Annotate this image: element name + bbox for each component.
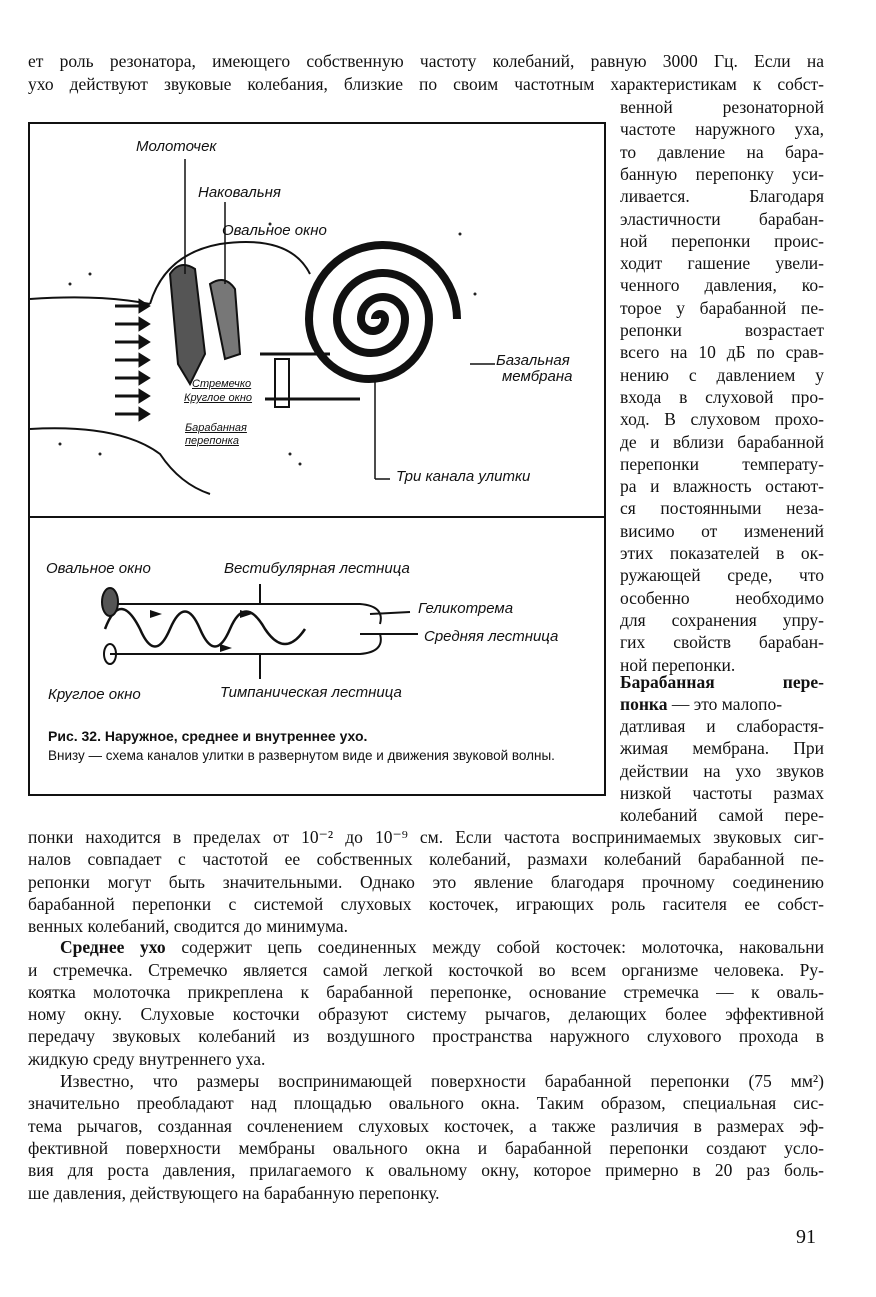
text-line: ет роль резонатора, имеющего собственную частоту колебаний, равную 3000 Гц. Если на — [28, 51, 824, 71]
text-line — [620, 693, 824, 715]
label-ovalnoe-okno: Овальное окно — [222, 222, 327, 239]
text-line: частоте наружного уха, — [620, 119, 824, 140]
text-line: перепонки температу- — [620, 453, 824, 474]
text-line: входа в слуховой про- — [620, 386, 824, 407]
text-line: де и вблизи барабанной — [620, 431, 824, 452]
text-line: нению с давлением у — [620, 364, 824, 385]
text-line: для сохранения упру- — [620, 609, 824, 630]
text-line: барабанной перепонки с системой слуховых косточек, играющих роль гасителя ее собст- — [28, 893, 824, 914]
text-line: этих показателей в ок- — [620, 543, 824, 563]
label-krugloe-okno: Круглое окно — [184, 392, 253, 404]
label-gelikotrema: Геликотрема — [418, 600, 514, 617]
text-line: особенно необходимо — [620, 587, 824, 608]
text-line: эластичности барабан- — [620, 208, 824, 229]
label-vestibular: Вестибулярная лестница — [224, 560, 410, 577]
figure-32 — [28, 122, 606, 796]
text-line: Известно, что размеры воспринимающей поверхности барабанной перепонки (75 мм²) — [60, 1071, 824, 1091]
text-line: понки находится в пределах от 10⁻² до 10⁻⁹ см. Если частота воспринимаемых звуковых сиг- — [28, 827, 824, 847]
text-line: жимая мембрана. При — [620, 738, 824, 759]
text-line: значительно преобладают над площадью овального окна. Таким образом, специальная сис- — [28, 1093, 824, 1114]
text-line: банную перепонку уси- — [620, 163, 824, 184]
label-srednyaya: Средняя лестница — [424, 628, 559, 645]
text-line: датливая и слаборастя- — [620, 716, 824, 736]
text-line: ра и влажность остают- — [620, 476, 824, 497]
label-membrana: мембрана — [502, 368, 573, 385]
text-line: ход. В слуховом прохо- — [620, 409, 824, 430]
text-line — [620, 671, 824, 693]
text-line: передачу звуковых колебаний из воздушного пространства наружного слухового прохода в — [28, 1026, 824, 1047]
label-molotochek: Молоточек — [136, 138, 217, 155]
text-line: ной перепонки проис- — [620, 230, 824, 251]
text-line: репонки могут быть значительными. Однако это явление благодаря прочному соединению — [28, 871, 824, 892]
bold-term: Среднее ухо — [60, 937, 166, 957]
text-line: торое у барабанной пе- — [620, 297, 824, 318]
text-line: налов совпадает с частотой ее собственных колебаний, размахи колебаний барабанной пе- — [28, 849, 824, 870]
figure-divider — [30, 516, 604, 518]
text-line: ружающей среде, что — [620, 565, 824, 586]
text-line: колебаний самой пере- — [620, 805, 824, 826]
text-line: то давление на бара- — [620, 141, 824, 162]
text-line: венных колебаний, сводится до минимума. — [28, 916, 349, 937]
text-line — [60, 936, 824, 958]
text-line: ходит гашение увели- — [620, 253, 824, 274]
bold-term: понка — [620, 694, 668, 714]
text-line: всего на 10 дБ по срав- — [620, 342, 824, 363]
text-line: действии на ухо звуков — [620, 760, 824, 781]
label-nakovalnya: Наковальня — [198, 184, 281, 201]
text-line: ся постоянными неза- — [620, 498, 824, 519]
caption-title: Рис. 32. Наружное, среднее и внутреннее ухо. — [48, 728, 368, 744]
text-line: фективной поверхности мембраны овального окна и барабанной перепонки создают усло- — [28, 1137, 824, 1158]
label-timpan: Тимпаническая лестница — [220, 684, 402, 701]
caption-body: Внизу — схема каналов улитки в развернутом виде и движения звуковой волны. — [48, 748, 555, 763]
text-span: — это малопо- — [667, 694, 783, 714]
label-krugloe-okno-2: Круглое окно — [48, 686, 141, 703]
page-number: 91 — [796, 1226, 816, 1248]
text-line: ченного давления, ко- — [620, 275, 824, 296]
text-line: венной резонаторной — [620, 97, 824, 117]
label-bazalnaya: Базальная — [496, 352, 570, 369]
text-line: ухо действуют звуковые колебания, близкие по своим частотным характеристикам к собст- — [28, 74, 824, 94]
label-tri-kanala: Три канала улитки — [396, 468, 531, 485]
text-line: жидкую среду внутреннего уха. — [28, 1048, 266, 1069]
bold-term: Барабанная пере- — [620, 672, 824, 692]
text-line: ному окну. Слуховые косточки образуют систему рычагов, делающих более эффективной — [28, 1004, 824, 1025]
text-span: содержит цепь соединенных между собой косточек: молоточка, наковальни — [165, 937, 824, 957]
text-line: и стремечка. Стремечко является самой легкой косточкой во всем организме человека. Ру- — [28, 959, 824, 980]
text-line: коятка молоточка прикреплена к барабанной перепонке, основание стремечка — к оваль- — [28, 981, 824, 1002]
text-line: ной перепонки. — [620, 654, 736, 675]
text-line: вия для роста давления, прилагаемого к овальному окну, которое примерно в 20 раз боль- — [28, 1160, 824, 1181]
label-barabannaya: Барабанная — [185, 422, 247, 434]
text-line: тема рычагов, созданная сочленением слуховых косточек, а также различия в размерах эф- — [28, 1115, 824, 1136]
label-pereponka: перепонка — [185, 435, 239, 447]
text-line: ливается. Благодаря — [620, 186, 824, 207]
text-line: низкой частоты размах — [620, 782, 824, 803]
label-stremechko: Стремечко — [192, 378, 252, 390]
text-line: репонки возрастает — [620, 320, 824, 340]
label-ovalnoe-okno-2: Овальное окно — [46, 560, 151, 577]
text-line: висимо от изменений — [620, 520, 824, 541]
text-line: гих свойств барабан- — [620, 632, 824, 653]
text-line: ше давления, действующего на барабанную перепонку. — [28, 1182, 440, 1203]
